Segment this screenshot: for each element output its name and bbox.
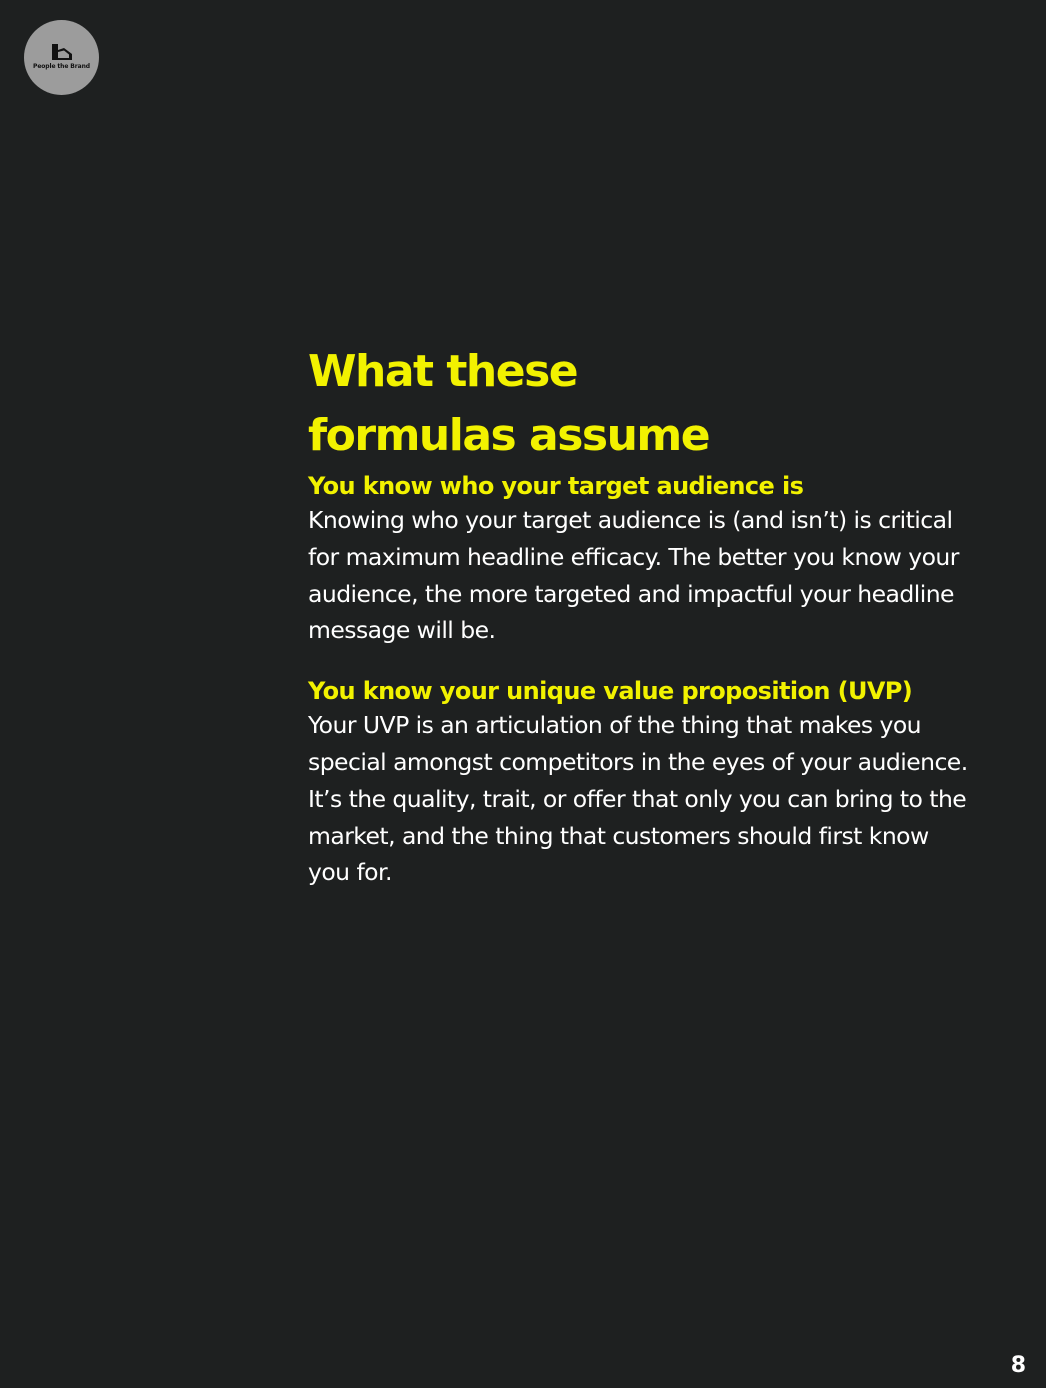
section-body: Your UVP is an articulation of the thing that makes you special amongst competitors in the eyes of your audience. It’s the quality, trait, or offer that only you can bring to the market, and the thing that customers should first know you for. [308,711,968,887]
brand-mark-icon [50,42,74,62]
logo-wordmark: People the Brand [33,63,90,70]
brand-logo [24,20,99,95]
section-uvp [308,675,968,891]
page-title-line-1: What these [308,346,578,397]
section-target-audience [308,470,968,649]
main-content [308,340,968,891]
section-body: Knowing who your target audience is (and isn’t) is critical for maximum headline efficacy. The better you know your audience, the more targeted and impactful your headline message will be. [308,506,959,645]
page-number: 8 [1010,1353,1026,1378]
page-title [308,340,968,468]
section-heading: You know your unique value proposition (UVP) [308,677,913,706]
page-title-line-2: formulas assume [308,410,710,461]
section-heading: You know who your target audience is [308,472,804,500]
